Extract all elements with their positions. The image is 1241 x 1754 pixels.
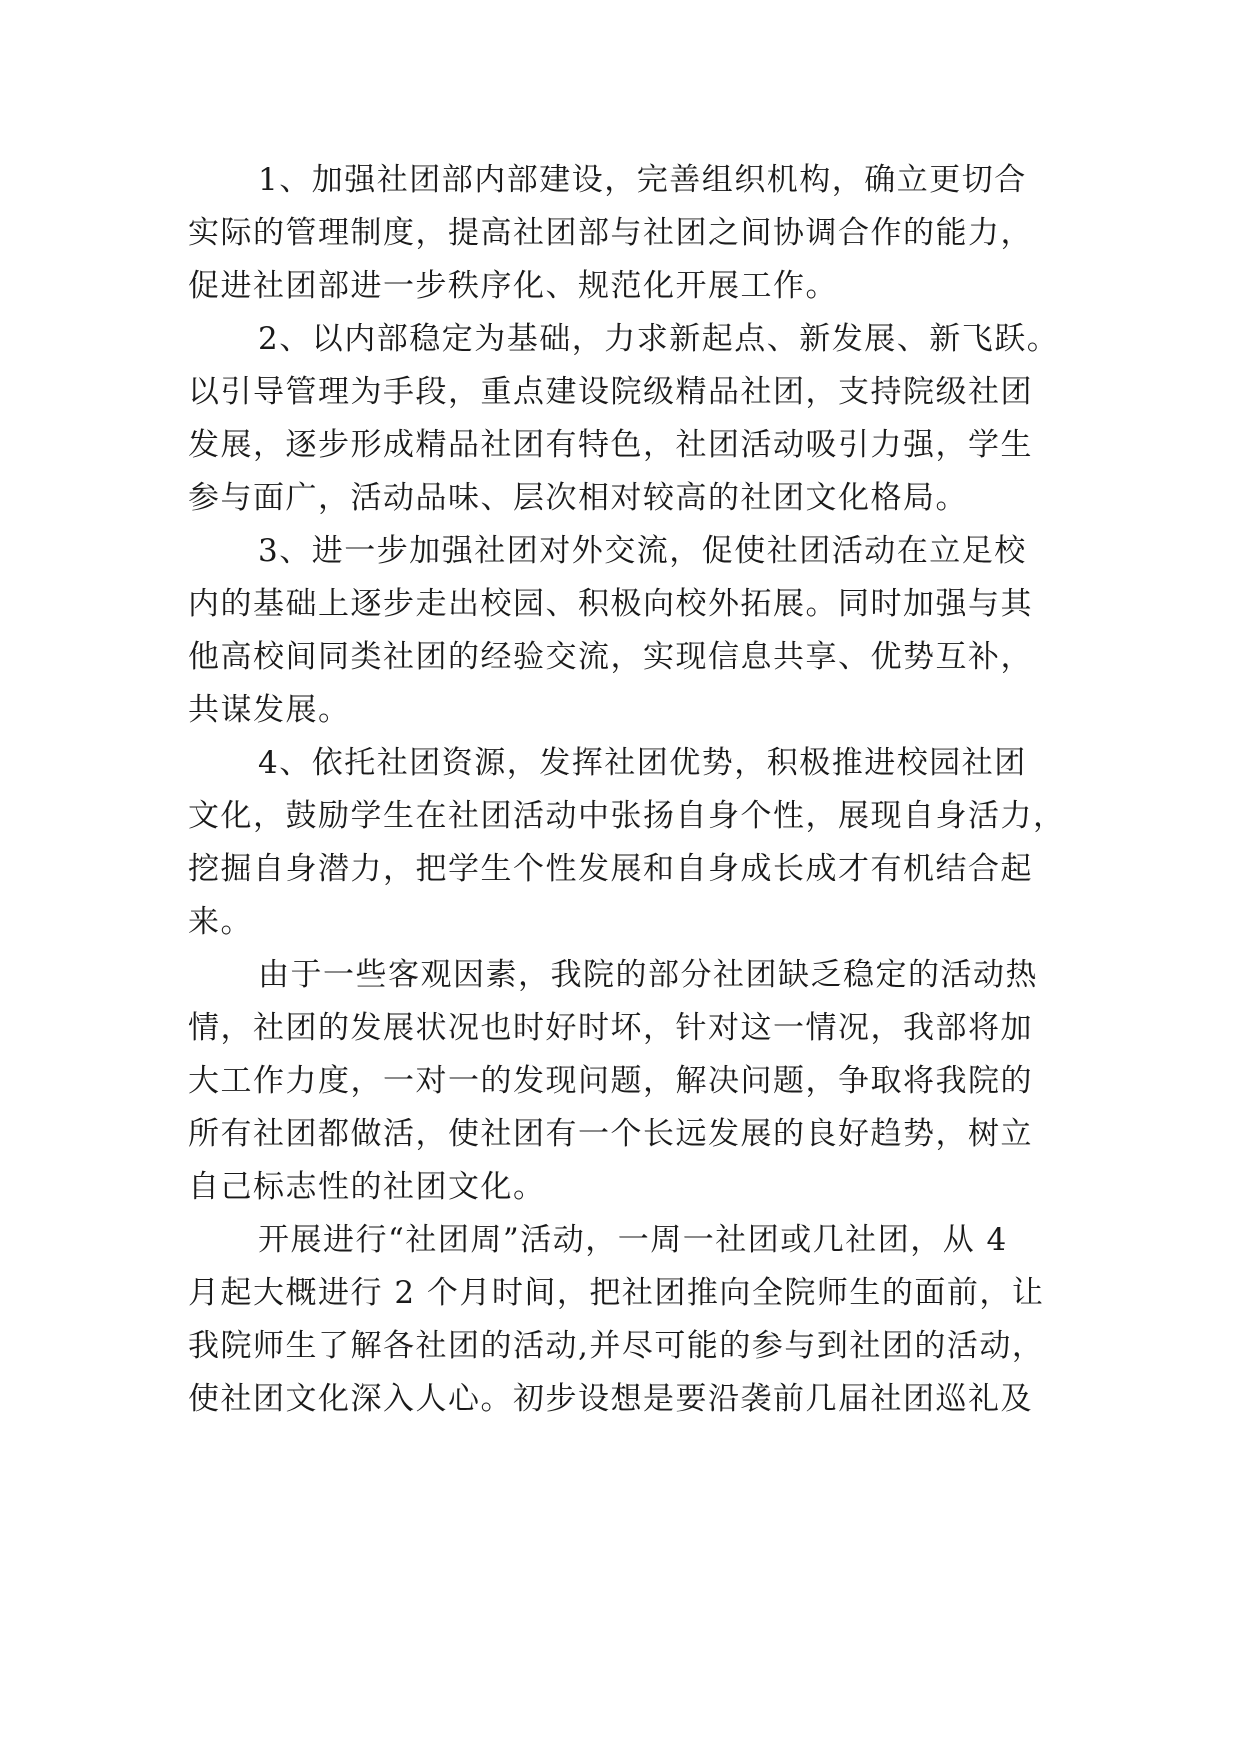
text-line: 挖掘自身潜力，把学生个性发展和自身成长成才有机结合起 bbox=[188, 851, 1033, 887]
text-line: 文化，鼓励学生在社团活动中张扬自身个性，展现自身活力， bbox=[188, 798, 1066, 834]
text-line: 大工作力度，一对一的发现问题，解决问题，争取将我院的 bbox=[188, 1063, 1033, 1099]
text-line: 月起大概进行 2 个月时间，把社团推向全院师生的面前，让 bbox=[188, 1275, 1045, 1311]
text-line: 所有社团都做活，使社团有一个长远发展的良好趋势，树立 bbox=[188, 1116, 1033, 1152]
text-line: 3、进一步加强社团对外交流，促使社团活动在立足校 bbox=[258, 533, 1027, 569]
text-line: 自己标志性的社团文化。 bbox=[188, 1169, 546, 1205]
text-line: 我院师生了解各社团的活动,并尽可能的参与到社团的活动， bbox=[188, 1328, 1045, 1364]
text-line: 由于一些客观因素，我院的部分社团缺乏稳定的活动热 bbox=[258, 957, 1038, 993]
text-line: 1、加强社团部内部建设，完善组织机构，确立更切合 bbox=[258, 162, 1027, 198]
text-line: 开展进行“社团周”活动，一周一社团或几社团，从 4 bbox=[258, 1222, 1008, 1258]
text-line: 实际的管理制度，提高社团部与社团之间协调合作的能力， bbox=[188, 215, 1033, 251]
text-line: 促进社团部进一步秩序化、规范化开展工作。 bbox=[188, 268, 838, 304]
text-line: 使社团文化深入人心。初步设想是要沿袭前几届社团巡礼及 bbox=[188, 1381, 1033, 1417]
text-line: 以引导管理为手段，重点建设院级精品社团，支持院级社团 bbox=[188, 374, 1033, 410]
text-line: 内的基础上逐步走出校园、积极向校外拓展。同时加强与其 bbox=[188, 586, 1033, 622]
text-line: 共谋发展。 bbox=[188, 692, 351, 728]
text-line: 2、以内部稳定为基础，力求新起点、新发展、新飞跃。 bbox=[258, 321, 1060, 357]
text-line: 情，社团的发展状况也时好时坏，针对这一情况，我部将加 bbox=[188, 1010, 1033, 1046]
text-line: 发展，逐步形成精品社团有特色，社团活动吸引力强，学生 bbox=[188, 427, 1033, 463]
text-line: 4、依托社团资源，发挥社团优势，积极推进校园社团 bbox=[258, 745, 1027, 781]
text-line: 来。 bbox=[188, 904, 253, 940]
text-line: 参与面广，活动品味、层次相对较高的社团文化格局。 bbox=[188, 480, 968, 516]
text-line: 他高校间同类社团的经验交流，实现信息共享、优势互补， bbox=[188, 639, 1033, 675]
